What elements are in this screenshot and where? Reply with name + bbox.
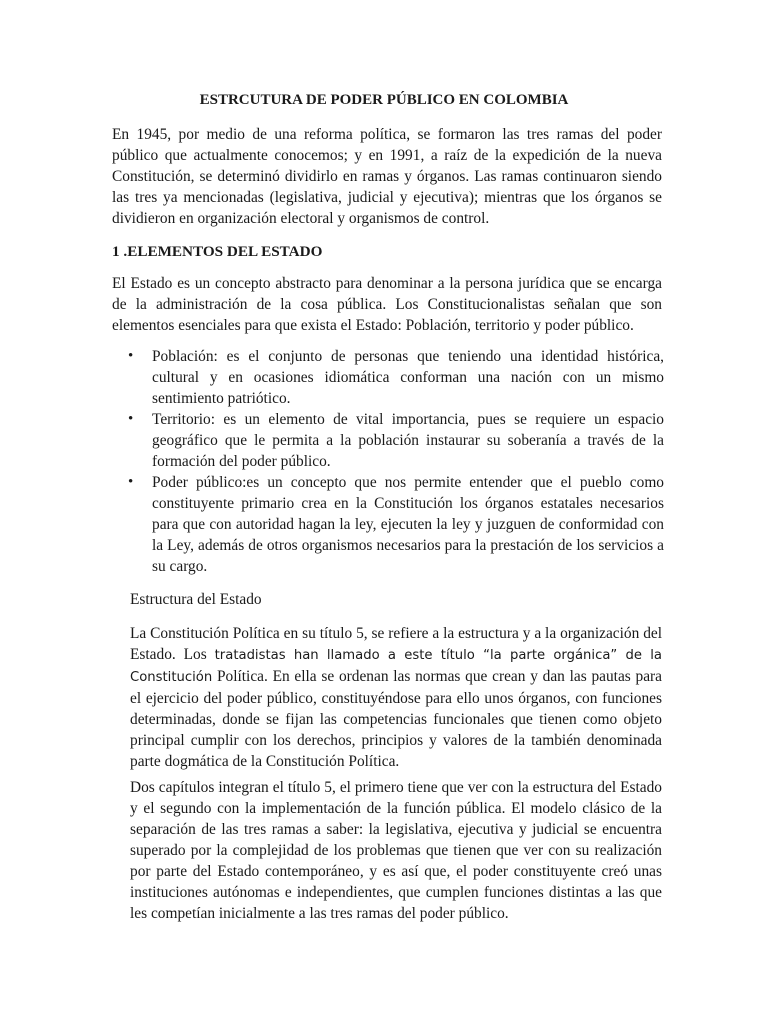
constitucion-text-1: La Constitución Política en su título 5, se refiere a la estructura y a la organización del Estado. Los [130,625,662,663]
bullet-text: Poder público:es un concepto que nos permite entender que el pueblo como constituyente primario crea en la Constitución los órganos estatales necesarios para que con autoridad hagan la ley, ejecuten la ley y juzguen de conformidad con la Ley, además de otros organismos necesarios para la prestación de los servicios a su cargo. [152,474,664,575]
bullet-item-poblacion [0,346,768,409]
subheading-estructura: Estructura del Estado [130,591,262,608]
constitucion-text-3: Política. En ella se ordenan las normas que crean y dan las pautas para el ejercicio del poder público, constituyéndose para ello unos órganos, con funciones determinadas, donde se fijan las competencias funcionales que tienen como objeto principal cumplir con los derechos, principios y valores de la también denominada parte dogmática de la Constitución Política. [130,668,662,770]
elements-bullet-list [0,346,768,577]
bullet-item-territorio [0,409,768,472]
bullet-item-poder-publico [0,472,768,577]
bullet-icon: • [128,348,134,364]
constitucion-text-2: tratadistas han llamado a este título “la parte orgánica” de la Constitución [130,648,662,685]
bullet-icon: • [128,411,134,427]
bullet-text: Territorio: es un elemento de vital importancia, pues se requiere un espacio geográfico que le permita a la población instaurar su soberanía a través de la formación del poder público. [152,411,664,470]
intro-paragraph: En 1945, por medio de una reforma política, se formaron las tres ramas del poder público que actualmente conocemos; y en 1991, a raíz de la expedición de la nueva Constitución, se determinó dividirlo en ramas y órganos. Las ramas continuaron siendo las tres ya mencionadas (legislativa, judicial y ejecutiva); mientras que los órganos se dividieron en organización electoral y organismos de control. [112,126,662,227]
bullet-text: Población: es el conjunto de personas que teniendo una identidad histórica, cultural y en ocasiones idiomática conforman una nación con un mismo sentimiento patriótico. [152,348,664,407]
document-title: ESTRCUTURA DE PODER PÚBLICO EN COLOMBIA [199,92,569,108]
bullet-icon: • [128,474,134,490]
elementos-paragraph: El Estado es un concepto abstracto para denominar a la persona jurídica que se encarga de la administración de la cosa pública. Los Constitucionalistas señalan que son elementos esenciales para que exista el Estado: Población, territorio y poder público. [112,275,662,334]
constitucion-paragraph [130,623,662,772]
capitulos-paragraph: Dos capítulos integran el título 5, el primero tiene que ver con la estructura del Estado y el segundo con la implementación de la función pública. El modelo clásico de la separación de las tres ramas a saber: la legislativa, ejecutiva y judicial se encuentra superado por la complejidad de los problemas que tienen que ver con su realización por parte del Estado contemporáneo, y es así que, el poder constituyente creó unas instituciones autónomas e independientes, que cumplen funciones distintas a las que les competían inicialmente a las tres ramas del poder público. [130,779,662,922]
section-heading-elementos: 1 .ELEMENTOS DEL ESTADO [112,243,323,260]
